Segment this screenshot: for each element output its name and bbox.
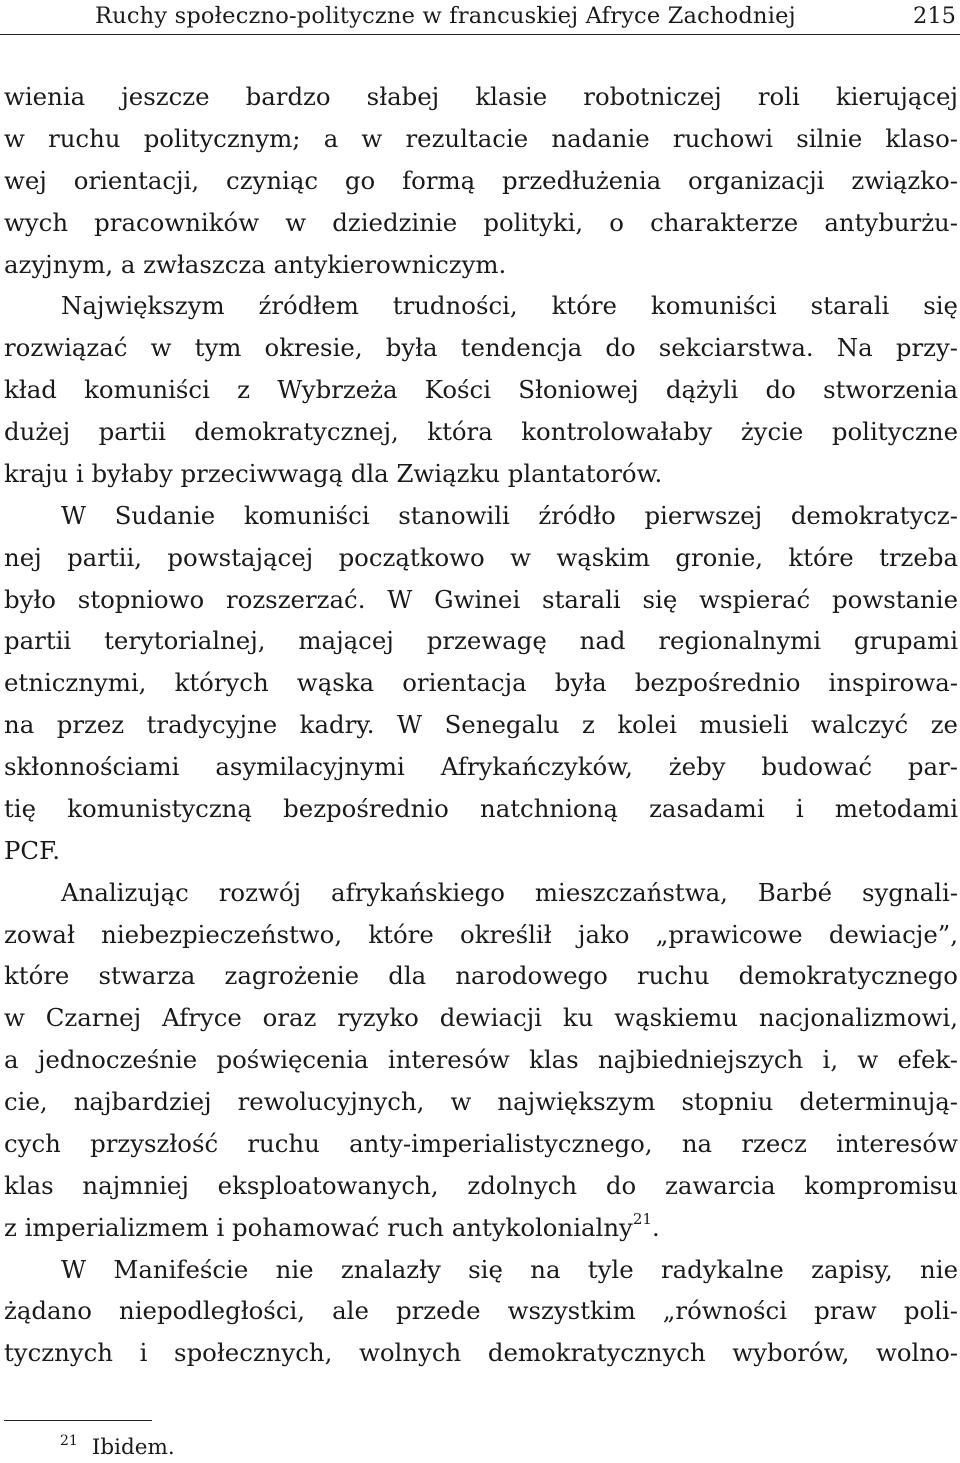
text-line: kraju i byłaby przeciwwagą dla Związku plantatorów. (4, 458, 663, 488)
text-line: W Sudanie komuniści stanowili źródło pierwszej demokratycz- (61, 500, 958, 530)
footnote (60, 1435, 175, 1463)
text-line-content: z imperializmem i pohamować ruch antykolonialny (4, 1212, 633, 1242)
text-line: skłonnościami asymilacyjnymi Afrykańczyków, żeby budować par- (4, 752, 958, 781)
text-line: było stopniowo rozszerzać. W Gwinei starali się wspierać powstanie (4, 584, 958, 614)
text-line: rozwiązać w tym okresie, była tendencja do sekciarstwa. Na przy- (4, 333, 958, 363)
text-line: Analizując rozwój afrykańskiego mieszczaństwa, Barbé sygnali- (61, 877, 958, 907)
text-line: W Manifeście nie znalazły się na tyle radykalne zapisy, nie (61, 1254, 958, 1284)
text-line: partii terytorialnej, mającej przewagę nad regionalnymi grupami (4, 626, 958, 656)
sentence-period: . (651, 1212, 660, 1242)
running-title: Ruchy społeczno-polityczne w francuskiej Afryce Zachodniej (95, 3, 796, 29)
text-line: wych pracowników w dziedzinie polityki, o charakterze antyburżu- (4, 207, 958, 237)
text-line: etnicznymi, których wąska orientacja była bezpośrednio inspirowa- (4, 668, 958, 698)
text-line: tię komunistyczną bezpośrednio natchnioną zasadami i metodami (4, 793, 958, 823)
text-line: Największym źródłem trudności, które komuniści starali się (61, 291, 958, 321)
text-line: cych przyszłość ruchu anty-imperialistycznego, na rzecz interesów (4, 1128, 958, 1158)
text-line: klas najmniej eksploatowanych, zdolnych do zawarcia kompromisu (4, 1170, 958, 1200)
text-line: tycznych i społecznych, wolnych demokratycznych wyborów, wolno- (4, 1338, 958, 1368)
main-text (4, 76, 958, 1374)
text-line: wej orientacji, czyniąc go formą przedłużenia organizacji związko- (4, 165, 958, 195)
text-line: które stwarza zagrożenie dla narodowego ruchu demokratycznego (4, 961, 958, 991)
footnote-number: 21 (60, 1433, 78, 1449)
text-line: azyjnym, a zwłaszcza antykierowniczym. (4, 249, 507, 279)
text-line-with-footnote (4, 1207, 958, 1249)
footnote-separator (4, 1420, 152, 1421)
text-line: zował niebezpieczeństwo, które określił jako „prawicowe dewiacje”, (4, 919, 958, 949)
text-line: żądano niepodległości, ale przede wszystkim „równości praw poli- (4, 1296, 958, 1326)
text-line: nej partii, powstającej początkowo w wąskim gronie, które trzeba (4, 542, 958, 572)
text-line: PCF. (4, 835, 60, 865)
footnote-reference[interactable]: 21 (632, 1209, 652, 1228)
text-line: wienia jeszcze bardzo słabej klasie robotniczej roli kierującej (4, 82, 958, 111)
page-number: 215 (913, 3, 956, 29)
text-line: w Czarnej Afryce oraz ryzyko dewiacji ku wąskiemu nacjonalizmowi, (4, 1003, 958, 1033)
text-line: cie, najbardziej rewolucyjnych, w największym stopniu determinują- (4, 1087, 958, 1116)
running-header (0, 0, 960, 35)
text-line: a jednocześnie poświęcenia interesów klas najbiedniejszych i, w efek- (4, 1045, 958, 1075)
footnote-text: Ibidem. (91, 1435, 175, 1460)
text-line: w ruchu politycznym; a w rezultacie nadanie ruchowi silnie klaso- (4, 123, 958, 153)
text-line: dużej partii demokratycznej, która kontrolowałaby życie polityczne (4, 417, 958, 446)
text-line: na przez tradycyjne kadry. W Senegalu z kolei musieli walczyć ze (4, 710, 958, 740)
text-line: kład komuniści z Wybrzeża Kości Słoniowej dążyli do stworzenia (4, 375, 958, 405)
